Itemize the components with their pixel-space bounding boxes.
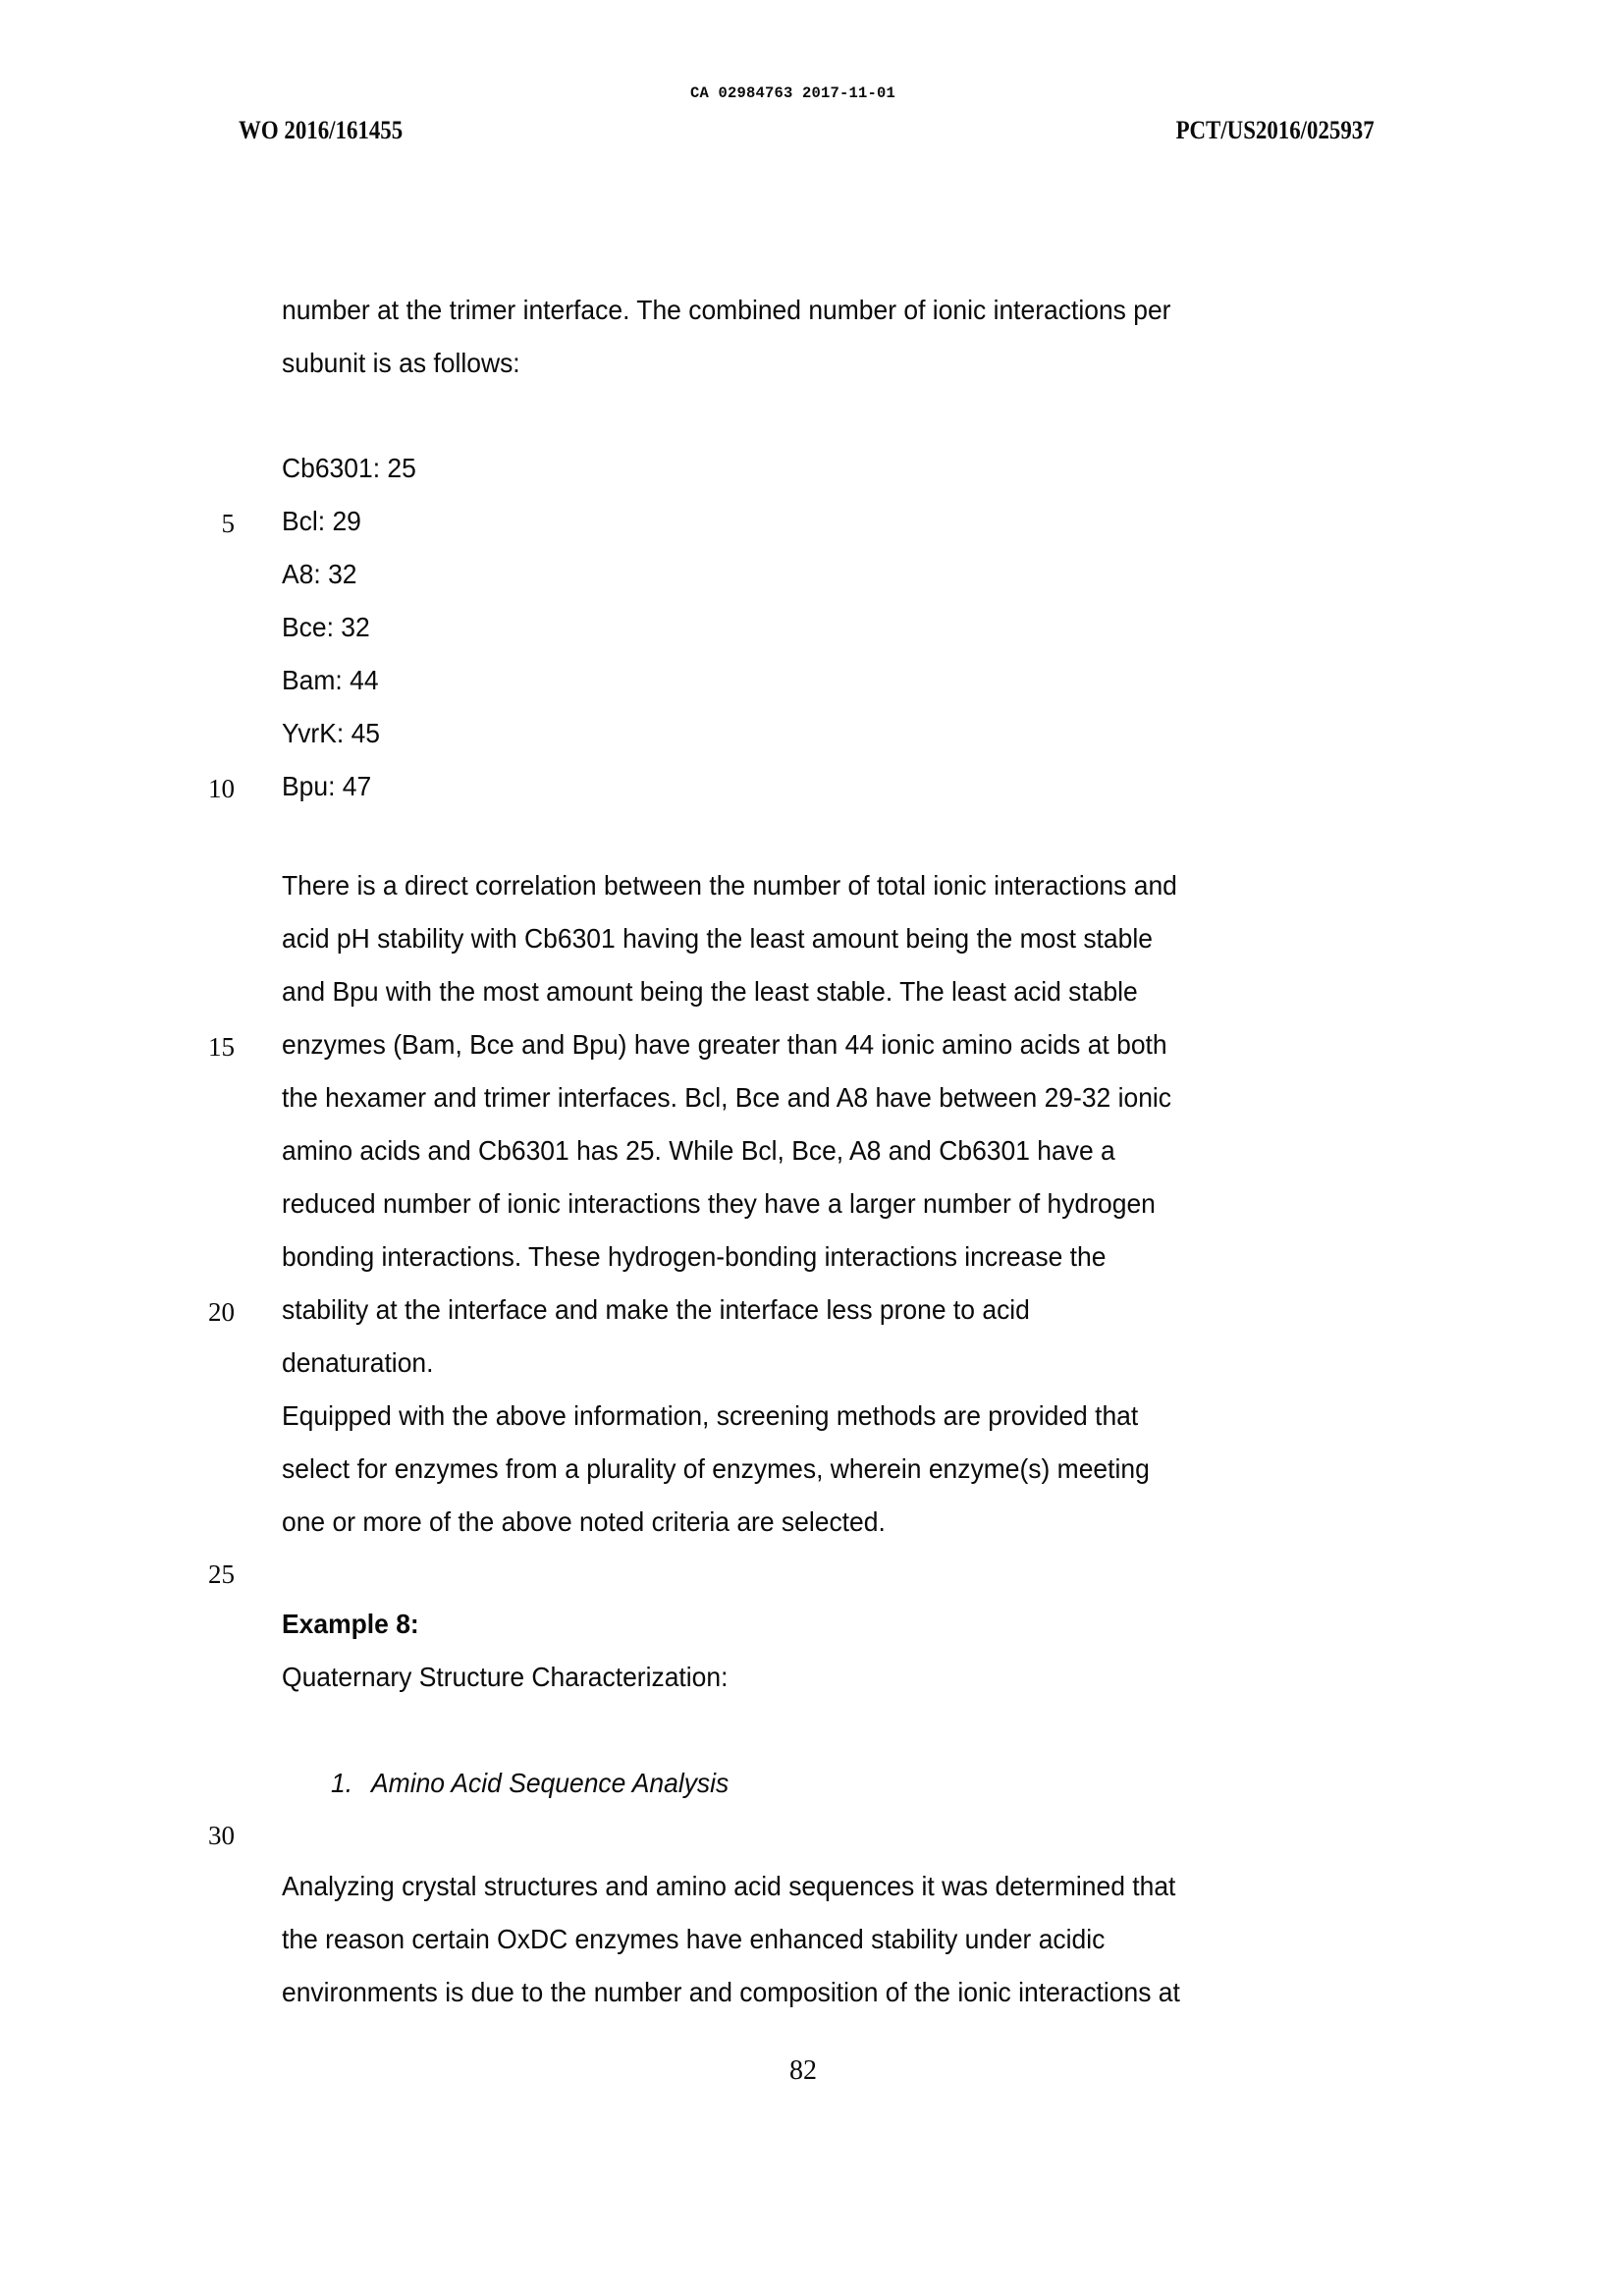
text-line: the reason certain OxDC enzymes have enhanced stability under acidic <box>282 1924 1106 1954</box>
list-item: Bcl: 29 <box>282 506 361 536</box>
publication-number: WO 2016/161455 <box>239 116 404 144</box>
ca-filing-stamp: CA 02984763 2017-11-01 <box>690 84 896 102</box>
example-heading: Example 8: <box>282 1609 419 1639</box>
application-number: PCT/US2016/025937 <box>1175 116 1375 144</box>
text-line: select for enzymes from a plurality of enzymes, wherein enzyme(s) meeting <box>282 1453 1150 1484</box>
text-line: the hexamer and trimer interfaces. Bcl, Bce and A8 have between 29-32 ionic <box>282 1082 1172 1113</box>
section-title: Amino Acid Sequence Analysis <box>371 1768 730 1798</box>
text-line: Equipped with the above information, screening methods are provided that <box>282 1400 1139 1431</box>
list-item: Bam: 44 <box>282 665 379 695</box>
text-line: amino acids and Cb6301 has 25. While Bcl, Bce, A8 and Cb6301 have a <box>282 1135 1115 1166</box>
list-item: YvrK: 45 <box>282 718 381 748</box>
section-number: 1. <box>331 1768 353 1798</box>
text-line: number at the trimer interface. The combined number of ionic interactions per <box>282 295 1171 325</box>
line-number: 20 <box>208 1297 235 1327</box>
line-number: 25 <box>208 1559 235 1589</box>
list-item: Cb6301: 25 <box>282 453 416 483</box>
text-line: bonding interactions. These hydrogen-bonding interactions increase the <box>282 1241 1107 1272</box>
text-line: There is a direct correlation between the number of total ionic interactions and <box>282 870 1177 901</box>
text-line: environments is due to the number and composition of the ionic interactions at <box>282 1977 1180 2007</box>
list-item: A8: 32 <box>282 559 357 589</box>
list-item: Bce: 32 <box>282 612 370 642</box>
text-line: stability at the interface and make the interface less prone to acid <box>282 1294 1030 1325</box>
text-line: denaturation. <box>282 1347 434 1378</box>
line-number: 30 <box>208 1821 235 1850</box>
text-line: Analyzing crystal structures and amino acid sequences it was determined that <box>282 1871 1176 1901</box>
text-line: and Bpu with the most amount being the least stable. The least acid stable <box>282 976 1138 1007</box>
text-line: enzymes (Bam, Bce and Bpu) have greater than 44 ionic amino acids at both <box>282 1029 1167 1060</box>
line-number: 5 <box>221 509 235 538</box>
example-subheading: Quaternary Structure Characterization: <box>282 1662 729 1692</box>
text-line: acid pH stability with Cb6301 having the least amount being the most stable <box>282 923 1153 954</box>
list-item: Bpu: 47 <box>282 771 372 801</box>
line-number: 15 <box>208 1032 235 1062</box>
text-line: reduced number of ionic interactions they have a larger number of hydrogen <box>282 1188 1156 1219</box>
text-line: one or more of the above noted criteria are selected. <box>282 1506 886 1537</box>
line-number: 10 <box>208 774 235 803</box>
page-number: 82 <box>789 2055 817 2086</box>
text-line: subunit is as follows: <box>282 348 520 378</box>
